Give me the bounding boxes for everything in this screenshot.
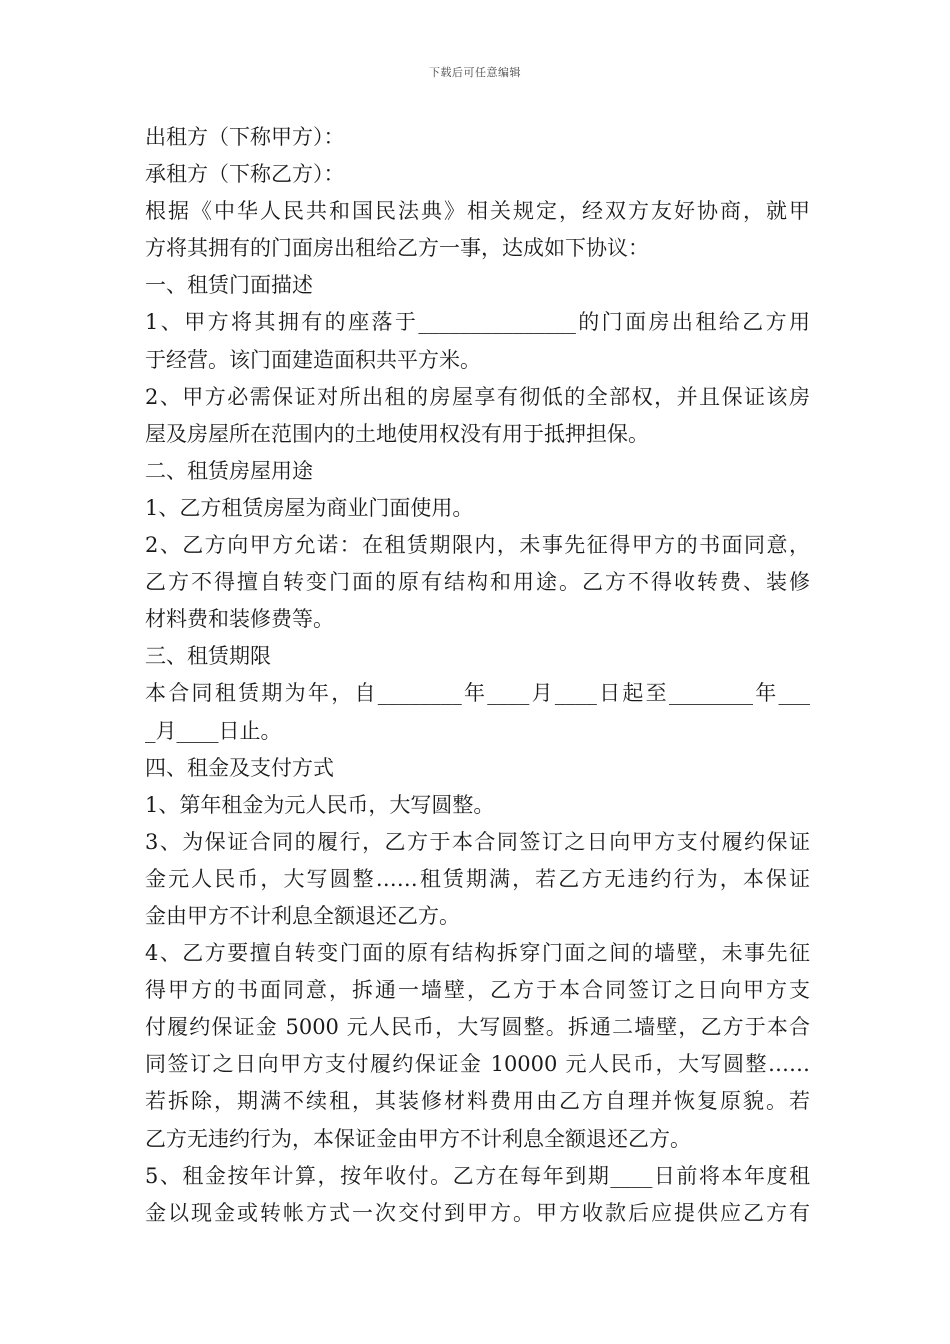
clause-line: 乙方不得擅自转变门面的原有结构和用途。乙方不得收转费、装修	[145, 570, 810, 595]
contract-body	[145, 119, 810, 1232]
clause-line: 乙方无违约行为，本保证金由甲方不计利息全额退还乙方。	[145, 1126, 691, 1151]
clause-line: 同签订之日向甲方支付履约保证金 10000 元人民币，大写圆整……	[145, 1052, 810, 1077]
lessee-line: 承租方（下称乙方）：	[145, 162, 345, 187]
section-heading: 二、租赁房屋用途	[145, 458, 313, 483]
page-header: 下载后可任意编辑	[429, 66, 521, 79]
clause-line: 本合同租赁期为年，自________年____月____日起至________年___	[145, 681, 810, 706]
clause-line: 屋及房屋所在范围内的土地使用权没有用于抵押担保。	[145, 421, 649, 446]
clause-line: 金以现金或转帐方式一次交付到甲方。甲方收款后应提供应乙方有	[145, 1200, 810, 1225]
clause-line: _月____日止。	[145, 718, 282, 743]
section-heading: 三、租赁期限	[145, 644, 271, 669]
clause-line: 1、第年租金为元人民币，大写圆整。	[145, 792, 495, 817]
clause-line: 金元人民币，大写圆整……租赁期满，若乙方无违约行为，本保证	[145, 866, 810, 891]
preamble-line: 根据《中华人民共和国民法典》相关规定，经双方友好协商，就甲	[145, 199, 810, 224]
clause-line: 4、乙方要擅自转变门面的原有结构拆穿门面之间的墙壁，未事先征	[145, 941, 810, 966]
clause-line: 于经营。该门面建造面积共平方米。	[145, 347, 481, 372]
clause-line: 1、乙方租赁房屋为商业门面使用。	[145, 495, 474, 520]
section-heading: 四、租金及支付方式	[145, 755, 334, 780]
clause-line: 若拆除，期满不续租，其装修材料费用由乙方自理并恢复原貌。若	[145, 1089, 810, 1114]
clause-line: 1、甲方将其拥有的座落于_______________的门面房出租给乙方用	[145, 310, 810, 335]
lessor-line: 出租方（下称甲方）：	[145, 125, 345, 149]
clause-line: 金由甲方不计利息全额退还乙方。	[145, 903, 460, 928]
preamble-line: 方将其拥有的门面房出租给乙方一事，达成如下协议：	[145, 236, 649, 261]
section-heading: 一、租赁门面描述	[145, 273, 313, 298]
clause-line: 2、乙方向甲方允诺：在租赁期限内，未事先征得甲方的书面同意，	[145, 533, 810, 558]
clause-line: 5、租金按年计算，按年收付。乙方在每年到期____日前将本年度租	[145, 1163, 810, 1188]
clause-line: 2、甲方必需保证对所出租的房屋享有彻低的全部权，并且保证该房	[145, 384, 810, 409]
clause-line: 3、为保证合同的履行，乙方于本合同签订之日向甲方支付履约保证	[145, 829, 810, 854]
clause-line: 付履约保证金 5000 元人民币，大写圆整。拆通二墙壁，乙方于本合	[145, 1015, 810, 1040]
clause-line: 材料费和装修费等。	[145, 607, 334, 632]
clause-line: 得甲方的书面同意，拆通一墙壁，乙方于本合同签订之日向甲方支	[145, 978, 810, 1003]
